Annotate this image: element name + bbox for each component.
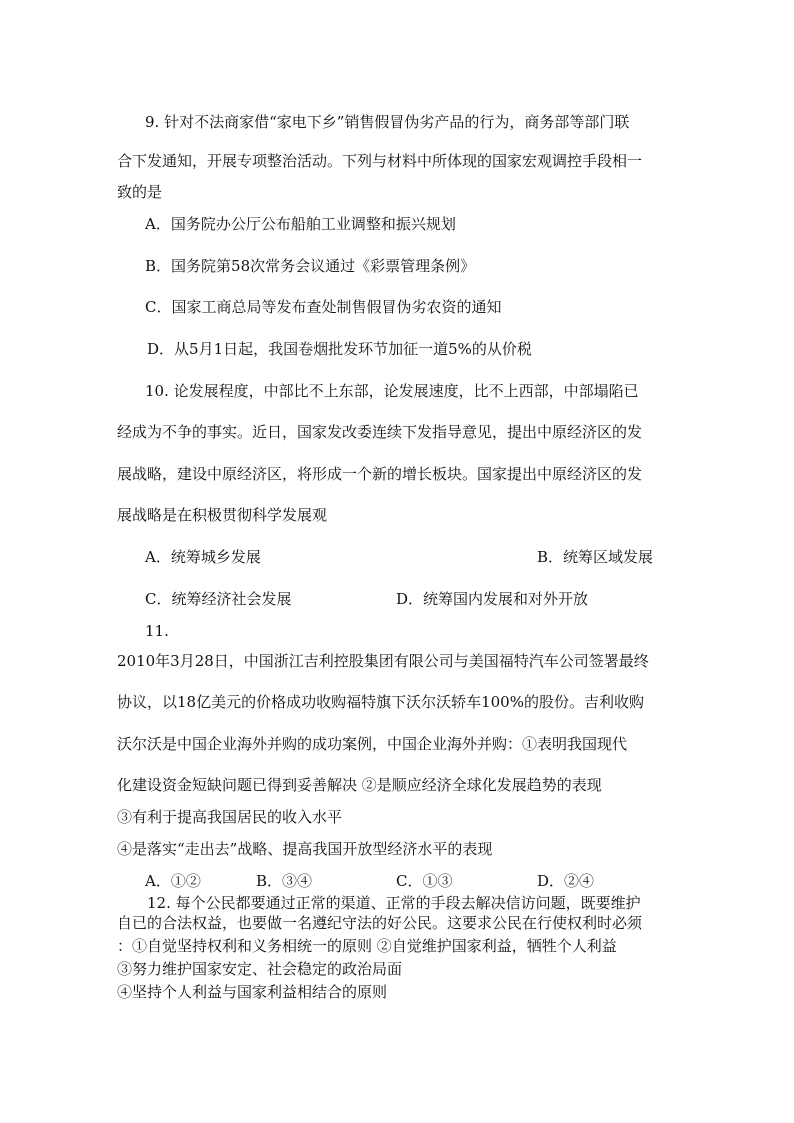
q9-stem-line-3: 致的是 xyxy=(117,183,163,201)
q12-stem-line-2: 自已的合法权益，也要做一名遵纪守法的好公民。这要求公民在行使权利时必须 xyxy=(117,914,643,932)
q9-option-c: C．国家工商总局等发布查处制售假冒伪劣农资的通知 xyxy=(145,298,502,316)
q10-stem-line-3: 展战略，建设中原经济区，将形成一个新的增长板块。国家提出中原经济区的发 xyxy=(117,465,643,483)
q9-stem-line-2: 合下发通知，开展专项整治活动。下列与材料中所体现的国家宏观调控手段相一 xyxy=(117,152,643,170)
q11-option-c: C．①③ xyxy=(396,872,453,890)
q10-option-b: B．统筹区域发展 xyxy=(537,548,654,566)
q10-stem-line-1: 10. 论发展程度，中部比不上东部，论发展速度，比不上西部，中部塌陷已 xyxy=(145,382,639,400)
q11-stem-line-4: 化建设资金短缺问题已得到妥善解决 ②是顺应经济全球化发展趋势的表现 xyxy=(117,776,602,794)
q9-stem-line-1: 9. 针对不法商家借“家电下乡”销售假冒伪劣产品的行为，商务部等部门联 xyxy=(145,113,630,131)
q12-stem-line-5: ④坚持个人利益与国家利益相结合的原则 xyxy=(117,983,388,1001)
q10-option-c: C．统筹经济社会发展 xyxy=(145,590,292,608)
q11-stem-line-6: ④是落实“走出去”战略、提高我国开放型经济水平的表现 xyxy=(117,840,493,858)
q9-option-a: A．国务院办公厅公布船舶工业调整和振兴规划 xyxy=(145,215,456,233)
q11-stem-line-5: ③有利于提高我国居民的收入水平 xyxy=(117,808,343,826)
q11-number: 11. xyxy=(145,622,169,640)
q11-option-d: D．②④ xyxy=(537,872,595,890)
q10-option-d: D．统筹国内发展和对外开放 xyxy=(396,590,589,608)
q9-option-b: B．国务院第58次常务会议通过《彩票管理条例》 xyxy=(145,257,476,275)
q10-stem-line-4: 展战略是在积极贯彻科学发展观 xyxy=(117,506,328,524)
q10-option-a: A．统筹城乡发展 xyxy=(145,548,261,566)
q12-stem-line-1: 12. 每个公民都要通过正常的渠道、正常的手段去解决信访问题，既要维护 xyxy=(147,894,641,912)
q9-option-d: D．从5月1日起，我国卷烟批发环节加征一道5%的从价税 xyxy=(147,340,532,358)
q10-stem-line-2: 经成为不争的事实。近日，国家发改委连续下发指导意见，提出中原经济区的发 xyxy=(117,423,643,441)
q12-stem-line-3: ：①自觉坚持权利和义务相统一的原则 ②自觉维护国家利益，牺牲个人利益 xyxy=(117,937,617,955)
q11-option-a: A．①② xyxy=(145,872,201,890)
q11-stem-line-1: 2010年3月28日，中国浙江吉利控股集团有限公司与美国福特汽车公司签署最终 xyxy=(117,652,649,670)
q12-stem-line-4: ③努力维护国家安定、社会稳定的政治局面 xyxy=(117,960,403,978)
q11-stem-line-3: 沃尔沃是中国企业海外并购的成功案例，中国企业海外并购：①表明我国现代 xyxy=(117,735,628,753)
q11-option-b: B．③④ xyxy=(256,872,313,890)
q11-stem-line-2: 协议，以18亿美元的价格成功收购福特旗下沃尔沃轿车100%的股份。吉利收购 xyxy=(117,693,644,711)
